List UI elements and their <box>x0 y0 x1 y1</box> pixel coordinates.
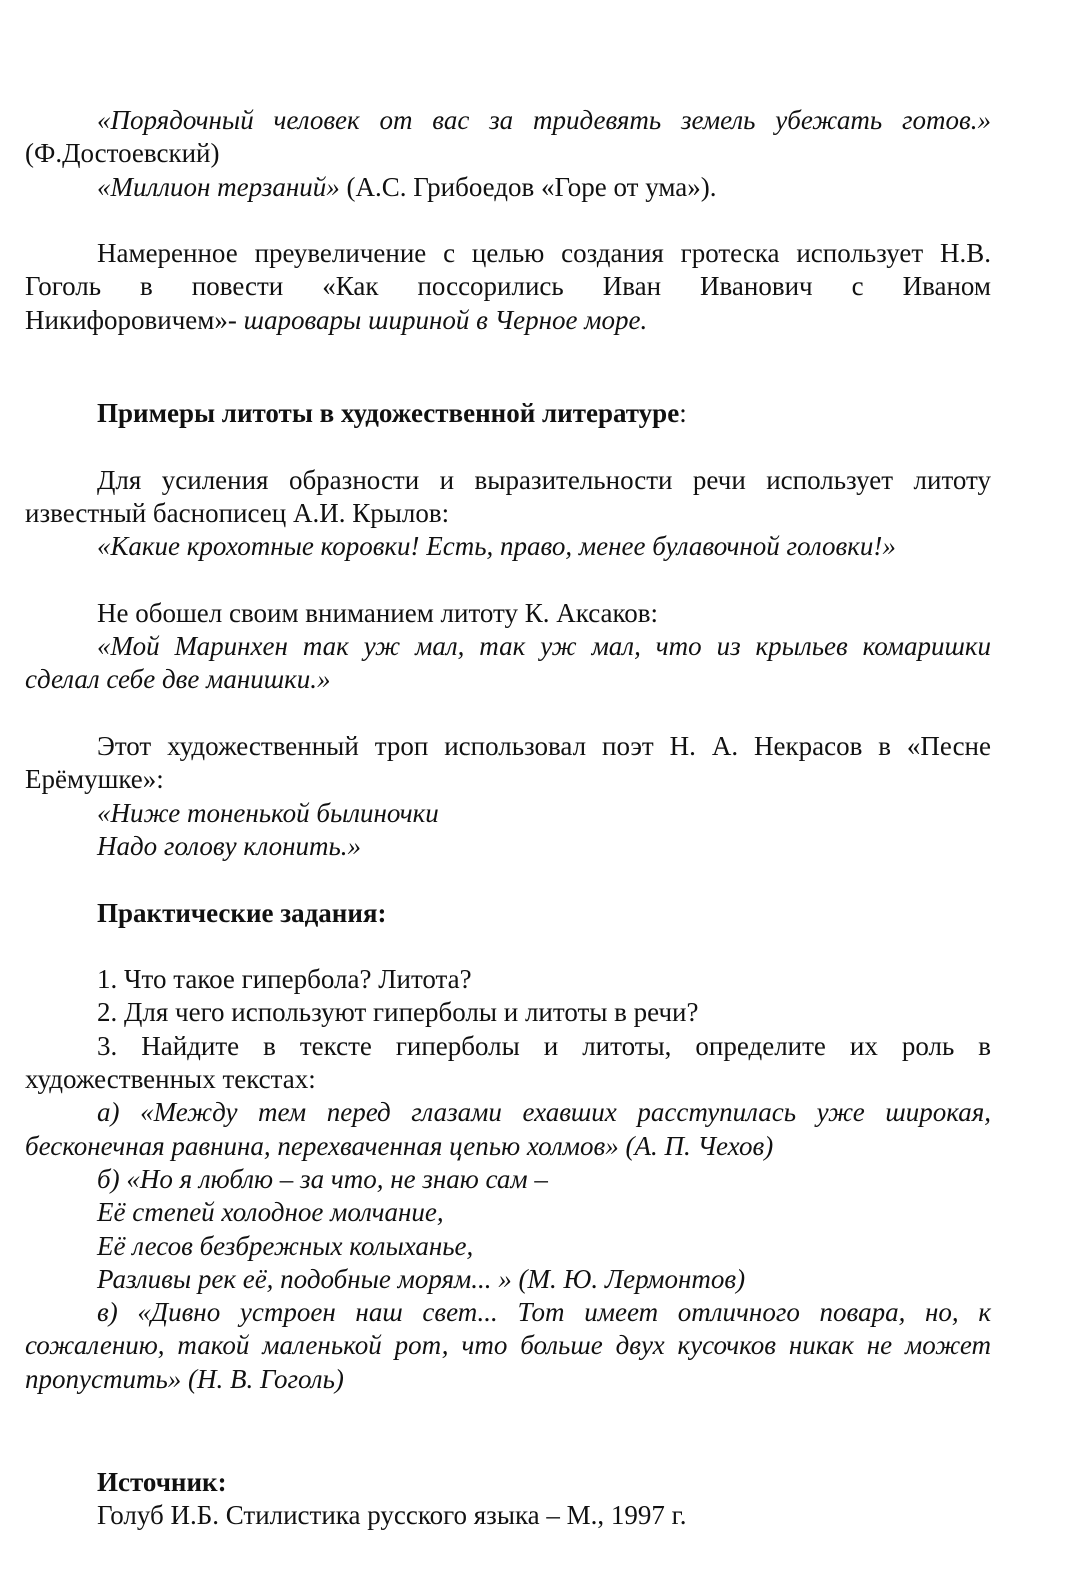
griboedov-line <box>25 171 991 204</box>
task-b-line1: б) «Но я люблю – за что, не знаю сам – <box>97 1163 548 1194</box>
task-b-line4: Разливы рек её, подобные морям... » (М. Ю. Лермонтов) <box>97 1263 746 1294</box>
task-question-1: 1. Что такое гипербола? Литота? <box>97 964 472 995</box>
litota-heading-colon: : <box>679 398 687 429</box>
nekrasov-quote-line2: Надо голову клонить.» <box>97 830 362 861</box>
gogol-quote: шаровары шириной в Черное море. <box>243 304 648 335</box>
task-a-line1: а) «Между тем перед глазами ехавших расступилась уже широкая, <box>97 1097 991 1128</box>
aksakov-intro: Не обошел своим вниманием литоту К. Аксаков: <box>97 597 659 628</box>
dostoevsky-quote: «Порядочный человек от вас за тридевять земель убежать готов.» <box>97 105 991 135</box>
task-question-3-line1: 3. Найдите в тексте гиперболы и литоты, определите их роль в <box>97 1030 991 1061</box>
nekrasov-line1: Этот художественный троп использовал поэт Н. А. Некрасов в «Песне <box>97 731 991 762</box>
task-question-3-line2: художественных текстах: <box>25 1064 316 1095</box>
task-b-line3: Её лесов безбрежных колыханье, <box>97 1230 474 1261</box>
litota-heading-text: Примеры литоты в художественной литературе <box>97 398 680 429</box>
gogol-intro-text: Никифоровичем»- <box>25 304 237 335</box>
gogol-intro-line1: Намеренное преувеличение с целью создания гротеска использует Н.В. <box>97 238 991 269</box>
source-text: Голуб И.Б. Стилистика русского языка – М., 1997 г. <box>97 1500 687 1531</box>
source-heading: Источник: <box>97 1466 227 1497</box>
krylov-line2: известный баснописец А.И. Крылов: <box>25 497 450 528</box>
gogol-intro-line3 <box>25 304 991 337</box>
task-question-2: 2. Для чего используют гиперболы и литоты в речи? <box>97 997 699 1028</box>
griboedov-quote: «Миллион терзаний» <box>97 171 340 202</box>
task-c-line2: сожалению, такой маленькой рот, что больше двух кусочков никак не может <box>25 1330 991 1361</box>
krylov-line1: Для усиления образности и выразительности речи использует литоту <box>97 464 991 495</box>
litota-heading <box>25 397 991 430</box>
task-c-line3: пропустить» (Н. В. Гоголь) <box>25 1363 344 1394</box>
nekrasov-quote-line1: «Ниже тоненькой былиночки <box>97 797 439 828</box>
aksakov-quote-line1: «Мой Маринхен так уж мал, так уж мал, что из крыльев комаришки <box>97 631 991 662</box>
nekrasov-line2: Ерёмушке»: <box>25 764 164 795</box>
document-page <box>25 104 991 1533</box>
task-b-line2: Её степей холодное молчание, <box>97 1197 444 1228</box>
griboedov-source: (А.С. Грибоедов «Горе от ума»). <box>346 171 717 202</box>
task-a-line2: бесконечная равнина, перехваченная цепью холмов» (А. П. Чехов) <box>25 1130 774 1161</box>
tasks-heading: Практические задания: <box>97 897 387 928</box>
krylov-quote: «Какие крохотные коровки! Есть, право, менее булавочной головки!» <box>97 531 896 562</box>
dostoevsky-author: (Ф.Достоевский) <box>25 138 220 169</box>
aksakov-quote-line2: сделал себе две манишки.» <box>25 664 331 695</box>
gogol-intro-line2: Гоголь в повести «Как поссорились Иван Иванович с Иваном <box>25 271 991 302</box>
task-c-line1: в) «Дивно устроен наш свет... Тот имеет отличного повара, но, к <box>97 1297 991 1328</box>
